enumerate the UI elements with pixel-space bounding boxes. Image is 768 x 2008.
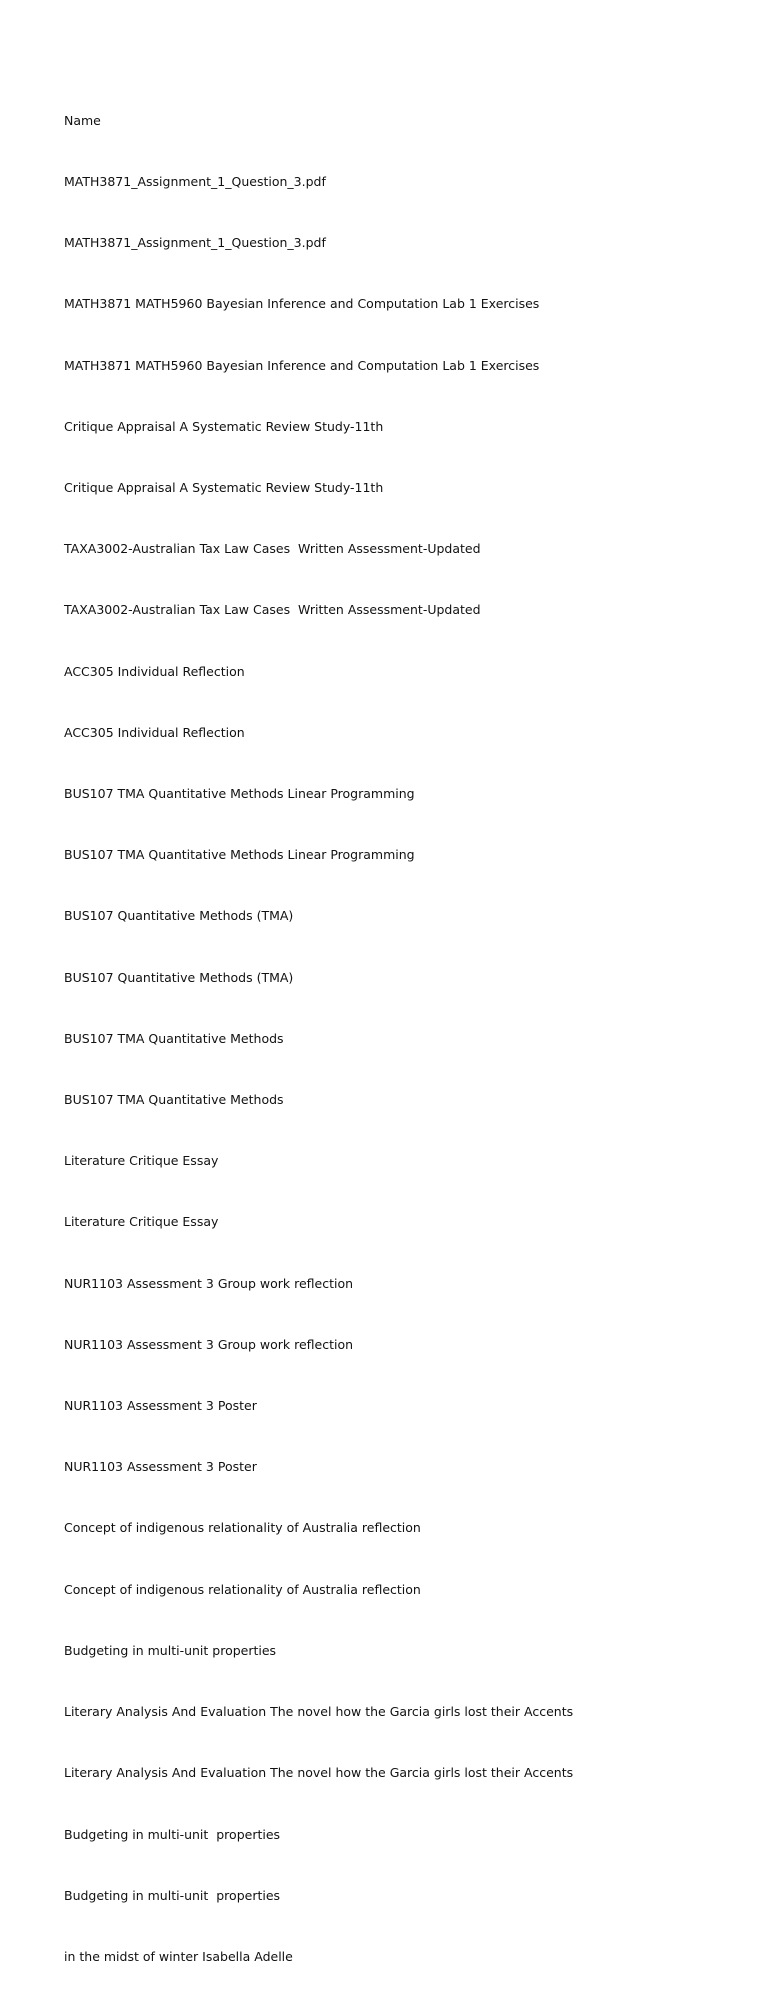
list-item: BUS107 TMA Quantitative Methods Linear Programming (64, 786, 415, 802)
list-item: BUS107 TMA Quantitative Methods (64, 1030, 284, 1046)
list-item: BUS107 TMA Quantitative Methods (64, 1092, 284, 1108)
list-item: MATH3871_Assignment_1_Question_3.pdf (64, 235, 326, 251)
list-item: NUR1103 Assessment 3 Poster (64, 1459, 257, 1475)
list-item: BUS107 Quantitative Methods (TMA) (64, 908, 294, 924)
list-item: MATH3871_Assignment_1_Question_3.pdf (64, 174, 326, 190)
list-item: MATH3871 MATH5960 Bayesian Inference and Computation Lab 1 Exercises (64, 357, 540, 373)
list-item: TAXA3002-Australian Tax Law Cases Written Assessment-Updated (64, 602, 481, 618)
list-item: Concept of indigenous relationality of Australia reflection (64, 1581, 421, 1597)
list-item: NUR1103 Assessment 3 Poster (64, 1398, 257, 1414)
list-item: Critique Appraisal A Systematic Review Study-11th (64, 418, 384, 434)
list-item: Literature Critique Essay (64, 1214, 219, 1230)
list-item: Budgeting in multi-unit properties (64, 1887, 281, 1903)
list-item: NUR1103 Assessment 3 Group work reflection (64, 1336, 354, 1352)
list-item: Budgeting in multi-unit properties (64, 1642, 277, 1658)
list-item: TAXA3002-Australian Tax Law Cases Written Assessment-Updated (64, 541, 481, 557)
list-item: ACC305 Individual Reflection (64, 724, 245, 740)
list-item: Literary Analysis And Evaluation The novel how the Garcia girls lost their Accents (64, 1704, 574, 1720)
list-item: Literary Analysis And Evaluation The novel how the Garcia girls lost their Accents (64, 1765, 574, 1781)
list-item: Concept of indigenous relationality of Australia reflection (64, 1520, 421, 1536)
list-item: in the midst of winter Isabella Adelle (64, 1948, 293, 1964)
column-header-name: Name (64, 112, 101, 128)
list-item: Critique Appraisal A Systematic Review Study-11th (64, 480, 384, 496)
list-item: Literature Critique Essay (64, 1153, 219, 1169)
list-item: BUS107 TMA Quantitative Methods Linear Programming (64, 847, 415, 863)
list-item: NUR1103 Assessment 3 Group work reflection (64, 1275, 354, 1291)
list-item: Budgeting in multi-unit properties (64, 1826, 281, 1842)
name-list (64, 70, 573, 2008)
list-item: MATH3871 MATH5960 Bayesian Inference and Computation Lab 1 Exercises (64, 296, 540, 312)
list-item: BUS107 Quantitative Methods (TMA) (64, 969, 294, 985)
list-item: ACC305 Individual Reflection (64, 663, 245, 679)
